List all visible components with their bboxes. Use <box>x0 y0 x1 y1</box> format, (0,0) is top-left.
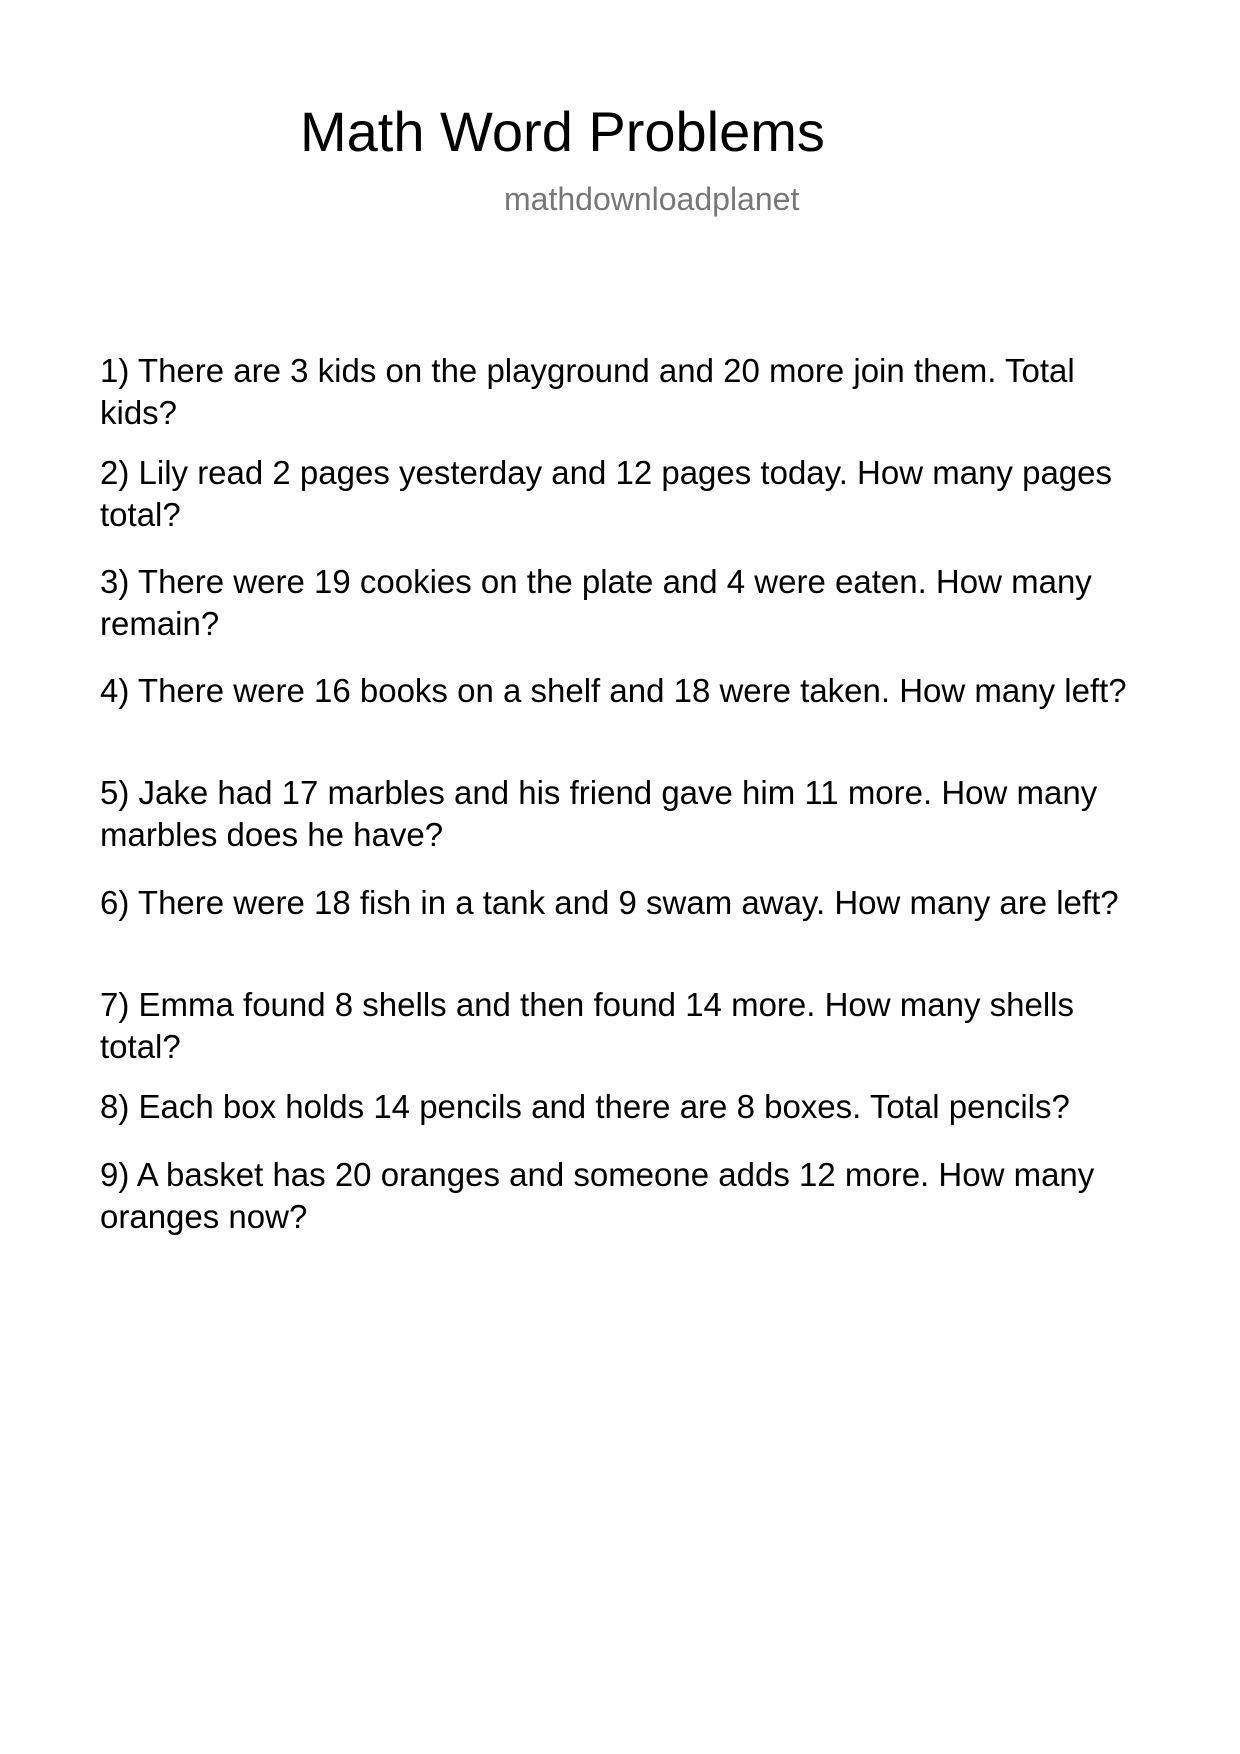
problem-9: 9) A basket has 20 oranges and someone adds 12 more. How many oranges now? <box>100 1156 1095 1235</box>
problem-3: 3) There were 19 cookies on the plate and 4 were eaten. How many remain? <box>100 563 1092 642</box>
problem-6: 6) There were 18 fish in a tank and 9 swam away. How many are left? <box>100 884 1119 921</box>
problem-7: 7) Emma found 8 shells and then found 14 more. How many shells total? <box>100 986 1075 1065</box>
problem-8: 8) Each box holds 14 pencils and there are 8 boxes. Total pencils? <box>100 1088 1070 1125</box>
problem-1: 1) There are 3 kids on the playground and 20 more join them. Total kids? <box>100 352 1075 431</box>
page-subtitle: mathdownloadplanet <box>504 181 800 217</box>
page-title: Math Word Problems <box>300 100 825 163</box>
problem-2: 2) Lily read 2 pages yesterday and 12 pages today. How many pages total? <box>100 454 1113 533</box>
problem-4: 4) There were 16 books on a shelf and 18 were taken. How many left? <box>100 672 1127 709</box>
problem-5: 5) Jake had 17 marbles and his friend gave him 11 more. How many marbles does he have? <box>100 774 1098 853</box>
